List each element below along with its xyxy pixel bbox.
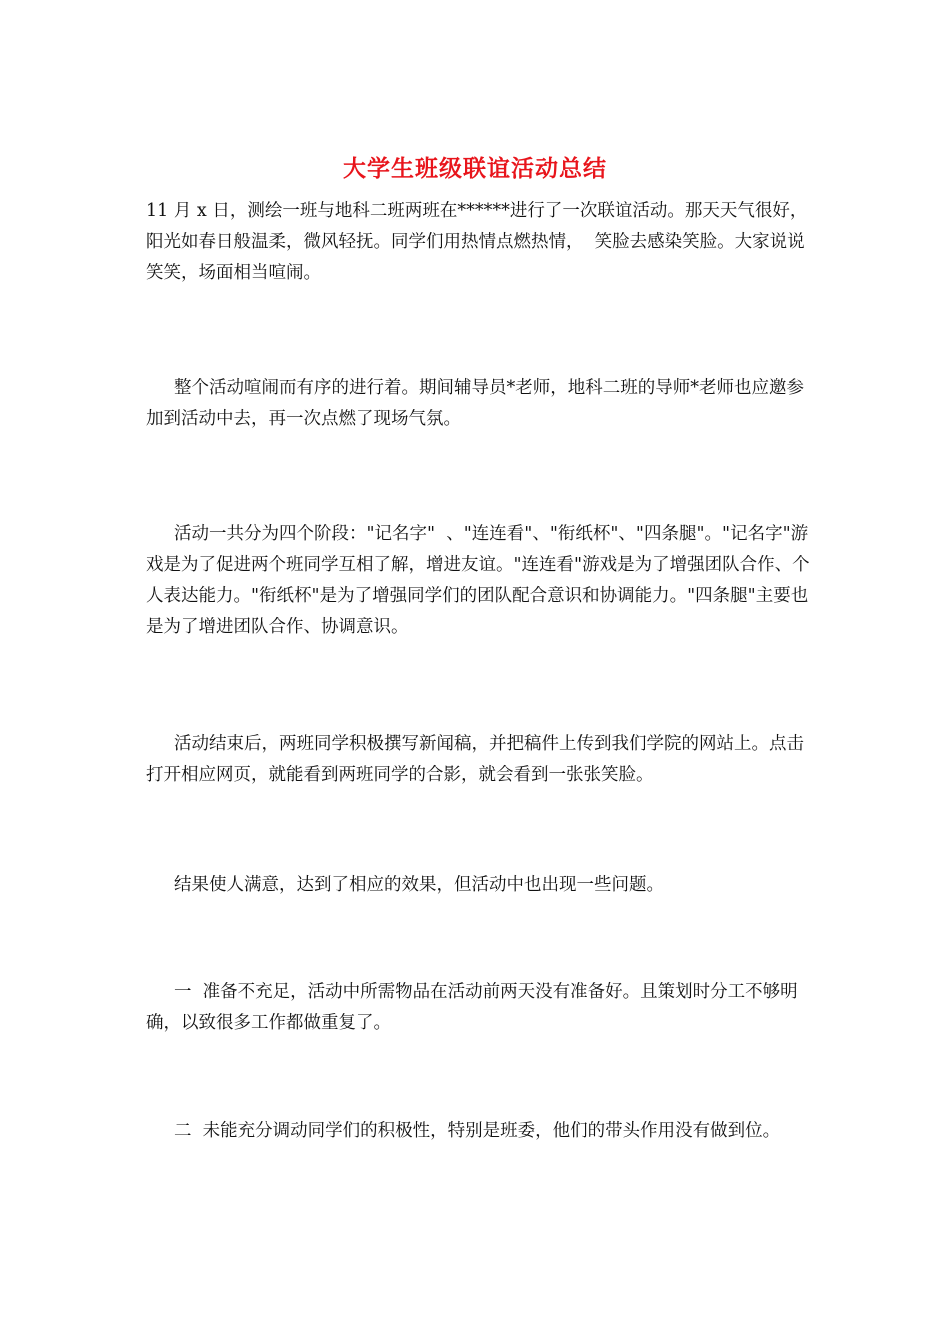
document-title: 大学生班级联谊活动总结 bbox=[343, 155, 607, 182]
paragraph-intro: 11 月 x 日，测绘一班与地科二班两班在******进行了一次联谊活动。那天天气很好，阳光如春日般温柔，微风轻抚。同学们用热情点燃热情， 笑脸去感染笑脸。大家说说笑笑，场面相当喧闹。 bbox=[146, 201, 808, 283]
paragraph-activity-progress: 整个活动喧闹而有序的进行着。期间辅导员*老师，地科二班的导师*老师也应邀参加到活动中去，再一次点燃了现场气氛。 bbox=[146, 378, 804, 429]
paragraph-after-activity: 活动结束后，两班同学积极撰写新闻稿，并把稿件上传到我们学院的网站上。点击打开相应网页，就能看到两班同学的合影，就会看到一张张笑脸。 bbox=[146, 734, 804, 785]
paragraph-four-stages: 活动一共分为四个阶段："记名字" 、"连连看"、"衔纸杯"、"四条腿"。"记名字"游戏是为了促进两个班同学互相了解，增进友谊。"连连看"游戏是为了增强团队合作、个人表达能力。"衔纸杯"是为了增强同学们的团队配合意识和协调能力。"四条腿"主要也是为了增进团队合作、协调意识。 bbox=[146, 524, 810, 637]
paragraph-problem-two: 二 未能充分调动同学们的积极性，特别是班委，他们的带头作用没有做到位。 bbox=[174, 1121, 781, 1141]
paragraph-problem-one: 一 准备不充足，活动中所需物品在活动前两天没有准备好。且策划时分工不够明确，以致很多工作都做重复了。 bbox=[146, 982, 798, 1033]
paragraph-result: 结果使人满意，达到了相应的效果，但活动中也出现一些问题。 bbox=[174, 875, 664, 895]
